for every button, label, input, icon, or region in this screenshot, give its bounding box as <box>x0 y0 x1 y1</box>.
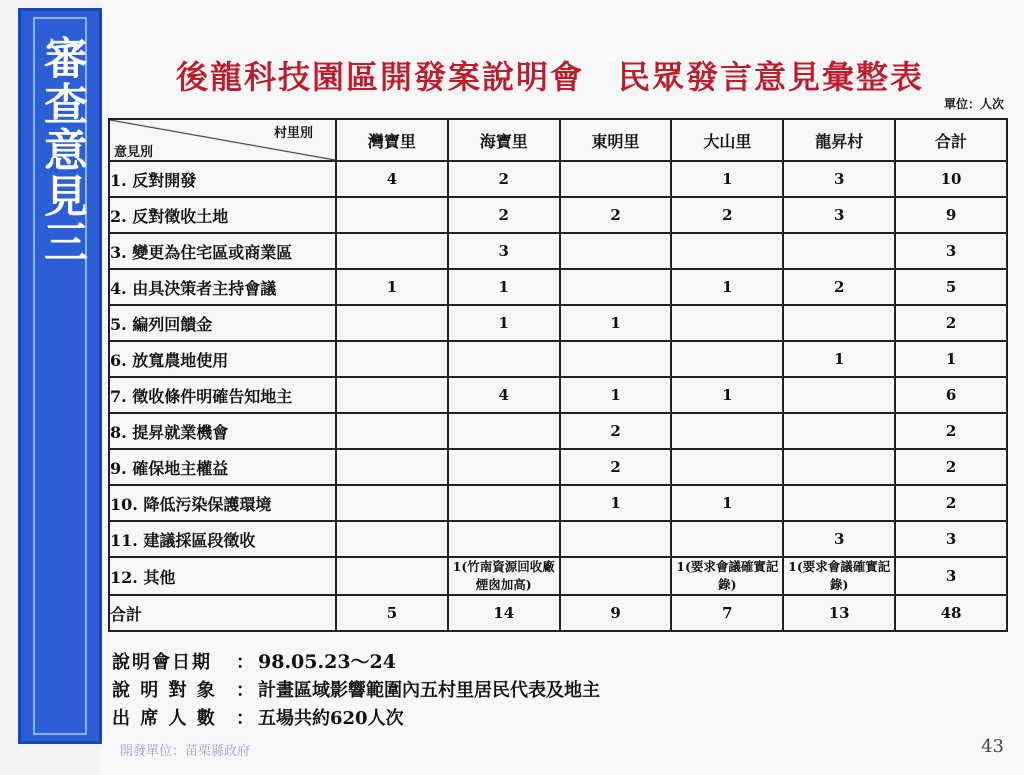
sidebar <box>0 0 100 775</box>
attendance-label: 出 席 人 數 <box>112 708 217 729</box>
row-label: 9. 確保地主權益 <box>109 449 336 485</box>
table-row <box>109 161 1007 197</box>
table-cell <box>671 341 783 377</box>
table-row <box>109 377 1007 413</box>
table-cell <box>336 485 448 521</box>
row-label: 5. 編列回饋金 <box>109 305 336 341</box>
column-header: 灣寶里 <box>336 119 448 161</box>
table-cell: 1 <box>448 305 560 341</box>
table-cell: 2 <box>671 197 783 233</box>
column-header: 東明里 <box>560 119 672 161</box>
total-cell: 5 <box>336 595 448 631</box>
table-cell <box>336 233 448 269</box>
table-cell <box>448 521 560 557</box>
table-cell: 1 <box>560 377 672 413</box>
table-cell <box>560 341 672 377</box>
unit-label: 單位：人次 <box>943 97 1004 111</box>
row-label: 1. 反對開發 <box>109 161 336 197</box>
table-cell: 3 <box>783 521 895 557</box>
cell-note: 1(竹南資源回收廠煙囪加高) <box>452 559 555 592</box>
table-row <box>109 197 1007 233</box>
meeting-date-row: 說明會日期 ： 98.05.23～24 <box>112 648 600 677</box>
table-cell <box>783 377 895 413</box>
table-cell <box>336 197 448 233</box>
table-cell: 1 <box>560 305 672 341</box>
table-cell <box>336 377 448 413</box>
table-cell: 4 <box>448 377 560 413</box>
total-row <box>109 595 1007 631</box>
row-label: 3. 變更為住宅區或商業區 <box>109 233 336 269</box>
table-cell <box>448 485 560 521</box>
table-cell: 2 <box>448 161 560 197</box>
table-cell <box>671 413 783 449</box>
table-cell: 2 <box>895 485 1007 521</box>
column-header: 海寶里 <box>448 119 560 161</box>
table-cell: 1 <box>671 485 783 521</box>
row-label: 11. 建議採區段徵收 <box>109 521 336 557</box>
page-title: 後龍科技園區開發案說明會 民眾發言意見彙整表 <box>175 58 924 96</box>
total-cell: 13 <box>783 595 895 631</box>
corner-bottom-label: 意見別 <box>114 145 154 160</box>
cell-note: 1(要求會議確實記錄) <box>788 559 891 592</box>
table-cell <box>783 485 895 521</box>
table-cell <box>671 521 783 557</box>
table-cell: 2 <box>895 305 1007 341</box>
table-cell <box>336 305 448 341</box>
table-cell <box>560 233 672 269</box>
table-cell: 1 <box>448 269 560 305</box>
table-cell <box>448 449 560 485</box>
table-cell: 2 <box>448 197 560 233</box>
column-header: 合計 <box>895 119 1007 161</box>
meeting-target-label: 說 明 對 象 <box>112 680 217 701</box>
table-cell <box>560 557 672 595</box>
total-cell: 7 <box>671 595 783 631</box>
table-cell <box>783 557 895 595</box>
table-cell: 3 <box>895 521 1007 557</box>
table-cell: 10 <box>895 161 1007 197</box>
table-cell: 2 <box>560 449 672 485</box>
table-cell <box>671 557 783 595</box>
table-cell <box>560 521 672 557</box>
table-header-row <box>109 119 1007 161</box>
table-row <box>109 341 1007 377</box>
table-cell <box>671 449 783 485</box>
table-cell <box>336 413 448 449</box>
meeting-date-label: 說明會日期 <box>112 652 212 673</box>
table-cell: 9 <box>895 197 1007 233</box>
table-cell: 1 <box>560 485 672 521</box>
row-label: 7. 徵收條件明確告知地主 <box>109 377 336 413</box>
table-cell <box>671 305 783 341</box>
table-cell <box>336 557 448 595</box>
row-label: 8. 提昇就業機會 <box>109 413 336 449</box>
table-cell <box>783 233 895 269</box>
page-number: 43 <box>981 736 1004 757</box>
table-row <box>109 521 1007 557</box>
total-label: 合計 <box>109 595 336 631</box>
table-cell: 1 <box>895 341 1007 377</box>
column-header: 大山里 <box>671 119 783 161</box>
table-cell: 3 <box>783 161 895 197</box>
table-row <box>109 557 1007 595</box>
table-row <box>109 413 1007 449</box>
table-cell: 3 <box>895 557 1007 595</box>
table-cell <box>336 521 448 557</box>
meeting-date-value: 98.05.23～24 <box>258 651 396 673</box>
meeting-target-row: 說 明 對 象 ： 計畫區域影響範圍內五村里居民代表及地主 <box>112 677 600 705</box>
attendance-value: 五場共約620人次 <box>258 708 404 729</box>
table-cell <box>783 413 895 449</box>
corner-cell <box>109 119 336 161</box>
table-cell <box>448 413 560 449</box>
table-cell: 4 <box>336 161 448 197</box>
table-cell <box>783 449 895 485</box>
table-cell: 1 <box>336 269 448 305</box>
table-row <box>109 305 1007 341</box>
row-label: 6. 放寬農地使用 <box>109 341 336 377</box>
row-label: 10. 降低污染保護環境 <box>109 485 336 521</box>
table-cell <box>448 341 560 377</box>
table-row <box>109 485 1007 521</box>
table-cell: 6 <box>895 377 1007 413</box>
table-row <box>109 269 1007 305</box>
table-cell <box>448 557 560 595</box>
table-cell <box>783 305 895 341</box>
table-cell: 2 <box>560 197 672 233</box>
developer-unit: 開發單位：苗栗縣政府 <box>120 744 251 759</box>
table-cell: 2 <box>783 269 895 305</box>
table-body <box>109 161 1007 631</box>
table-cell: 1 <box>671 377 783 413</box>
attendance-row: 出 席 人 數 ： 五場共約620人次 <box>112 705 600 733</box>
sidebar-band <box>18 8 102 744</box>
table-cell <box>671 233 783 269</box>
table-cell <box>560 161 672 197</box>
total-cell: 14 <box>448 595 560 631</box>
cell-note: 1(要求會議確實記錄) <box>676 559 779 592</box>
total-cell: 48 <box>895 595 1007 631</box>
table-cell <box>336 449 448 485</box>
table-cell: 3 <box>895 233 1007 269</box>
table-cell <box>560 269 672 305</box>
sidebar-title: 審查意見三 <box>36 35 87 265</box>
table-cell: 3 <box>783 197 895 233</box>
column-header: 龍昇村 <box>783 119 895 161</box>
row-label: 2. 反對徵收土地 <box>109 197 336 233</box>
total-cell: 9 <box>560 595 672 631</box>
table-row <box>109 233 1007 269</box>
table-cell: 5 <box>895 269 1007 305</box>
table-cell: 2 <box>560 413 672 449</box>
table-cell: 3 <box>448 233 560 269</box>
corner-top-label: 村里別 <box>273 126 313 141</box>
row-label: 12. 其他 <box>109 557 336 595</box>
opinion-table <box>108 118 1008 632</box>
table-cell: 2 <box>895 413 1007 449</box>
table-row <box>109 449 1007 485</box>
table-cell: 1 <box>671 269 783 305</box>
table-cell: 1 <box>671 161 783 197</box>
meeting-target-value: 計畫區域影響範圍內五村里居民代表及地主 <box>258 680 600 701</box>
table-cell: 1 <box>783 341 895 377</box>
table-cell: 2 <box>895 449 1007 485</box>
table-cell <box>336 341 448 377</box>
meeting-info <box>112 648 600 733</box>
row-label: 4. 由具決策者主持會議 <box>109 269 336 305</box>
